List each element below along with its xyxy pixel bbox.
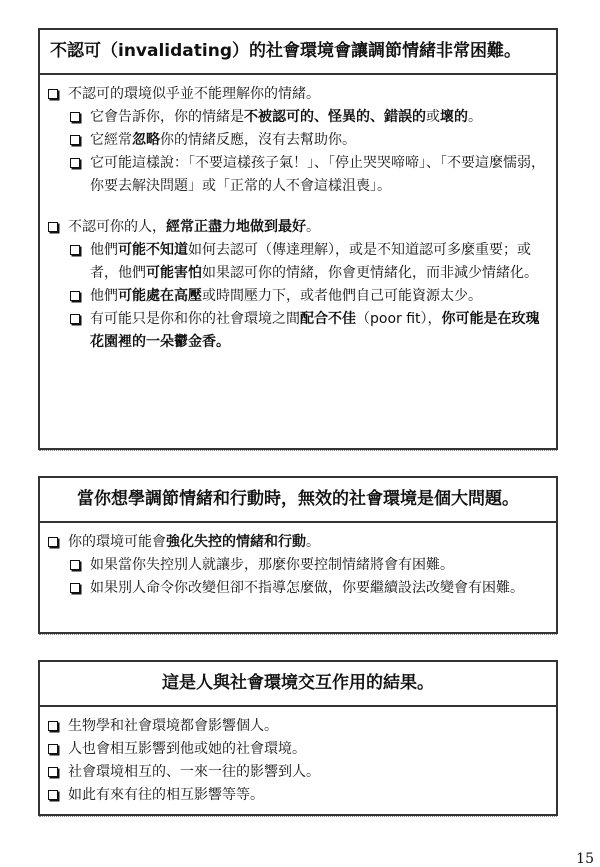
checkbox-icon	[70, 135, 80, 145]
checkbox-icon	[48, 744, 58, 754]
checkbox-icon	[70, 158, 80, 168]
checkbox-icon	[70, 112, 80, 122]
section-interaction-result	[38, 660, 558, 816]
list-item: 你的環境可能會強化失控的情緒和行動。	[48, 531, 548, 554]
list-item: 它經常忽略你的情緒反應，沒有去幫助你。	[70, 129, 548, 152]
list-item: 生物學和社會環境都會影響個人。	[48, 715, 548, 738]
checkbox-icon	[48, 537, 58, 547]
list-item: 社會環境相互的、一來一往的影響到人。	[48, 761, 548, 784]
list-item: 有可能只是你和你的社會環境之間配合不佳（poor fit），你可能是在玫瑰花園裡的一朵鬱金香。	[70, 308, 548, 354]
list-item: 他們可能處在高壓或時間壓力下，或者他們自己可能資源太少。	[70, 285, 548, 308]
section-title: 當你想學調節情緒和行動時，無效的社會環境是個大問題。	[40, 478, 556, 523]
checkbox-icon	[70, 314, 80, 324]
checkbox-icon	[70, 245, 80, 255]
section-invalidating-environment	[38, 28, 558, 450]
checkbox-icon	[48, 721, 58, 731]
checkbox-icon	[48, 89, 58, 99]
checkbox-icon	[70, 560, 80, 570]
list-item: 如果當你失控別人就讓步，那麼你要控制情緒將會有困難。	[70, 554, 548, 577]
list-item: 人也會相互影響到他或她的社會環境。	[48, 738, 548, 761]
list-item: 如此有來有往的相互影響等等。	[48, 784, 548, 807]
list-item: 它會告訴你，你的情緒是不被認可的、怪異的、錯誤的或壞的。	[70, 106, 548, 129]
checkbox-icon	[70, 583, 80, 593]
checkbox-icon	[48, 222, 58, 232]
section-regulation-problem	[38, 476, 558, 634]
checkbox-icon	[48, 790, 58, 800]
list-item: 不認可的環境似乎並不能理解你的情緒。	[48, 83, 548, 106]
section-title: 不認可（invalidating）的社會環境會讓調節情緒非常困難。	[40, 30, 556, 75]
list-item: 他們可能不知道如何去認可（傳達理解），或是不知道認可多麼重要；或者，他們可能害怕如果認可你的情緒，你會更情緒化，而非減少情緒化。	[70, 239, 548, 285]
checkbox-icon	[48, 767, 58, 777]
section-title: 這是人與社會環境交互作用的結果。	[40, 662, 556, 707]
list-item: 不認可你的人，經常正盡力地做到最好。	[48, 216, 548, 239]
page-number: 15	[576, 851, 594, 867]
list-item: 它可能這樣說：「不要這樣孩子氣！」、「停止哭哭啼啼」、「不要這麼懦弱，你要去解決問題」或「正常的人不會這樣沮喪」。	[70, 152, 548, 198]
list-item: 如果別人命令你改變但卻不指導怎麼做，你要繼續設法改變會有困難。	[70, 577, 548, 600]
checkbox-icon	[70, 291, 80, 301]
